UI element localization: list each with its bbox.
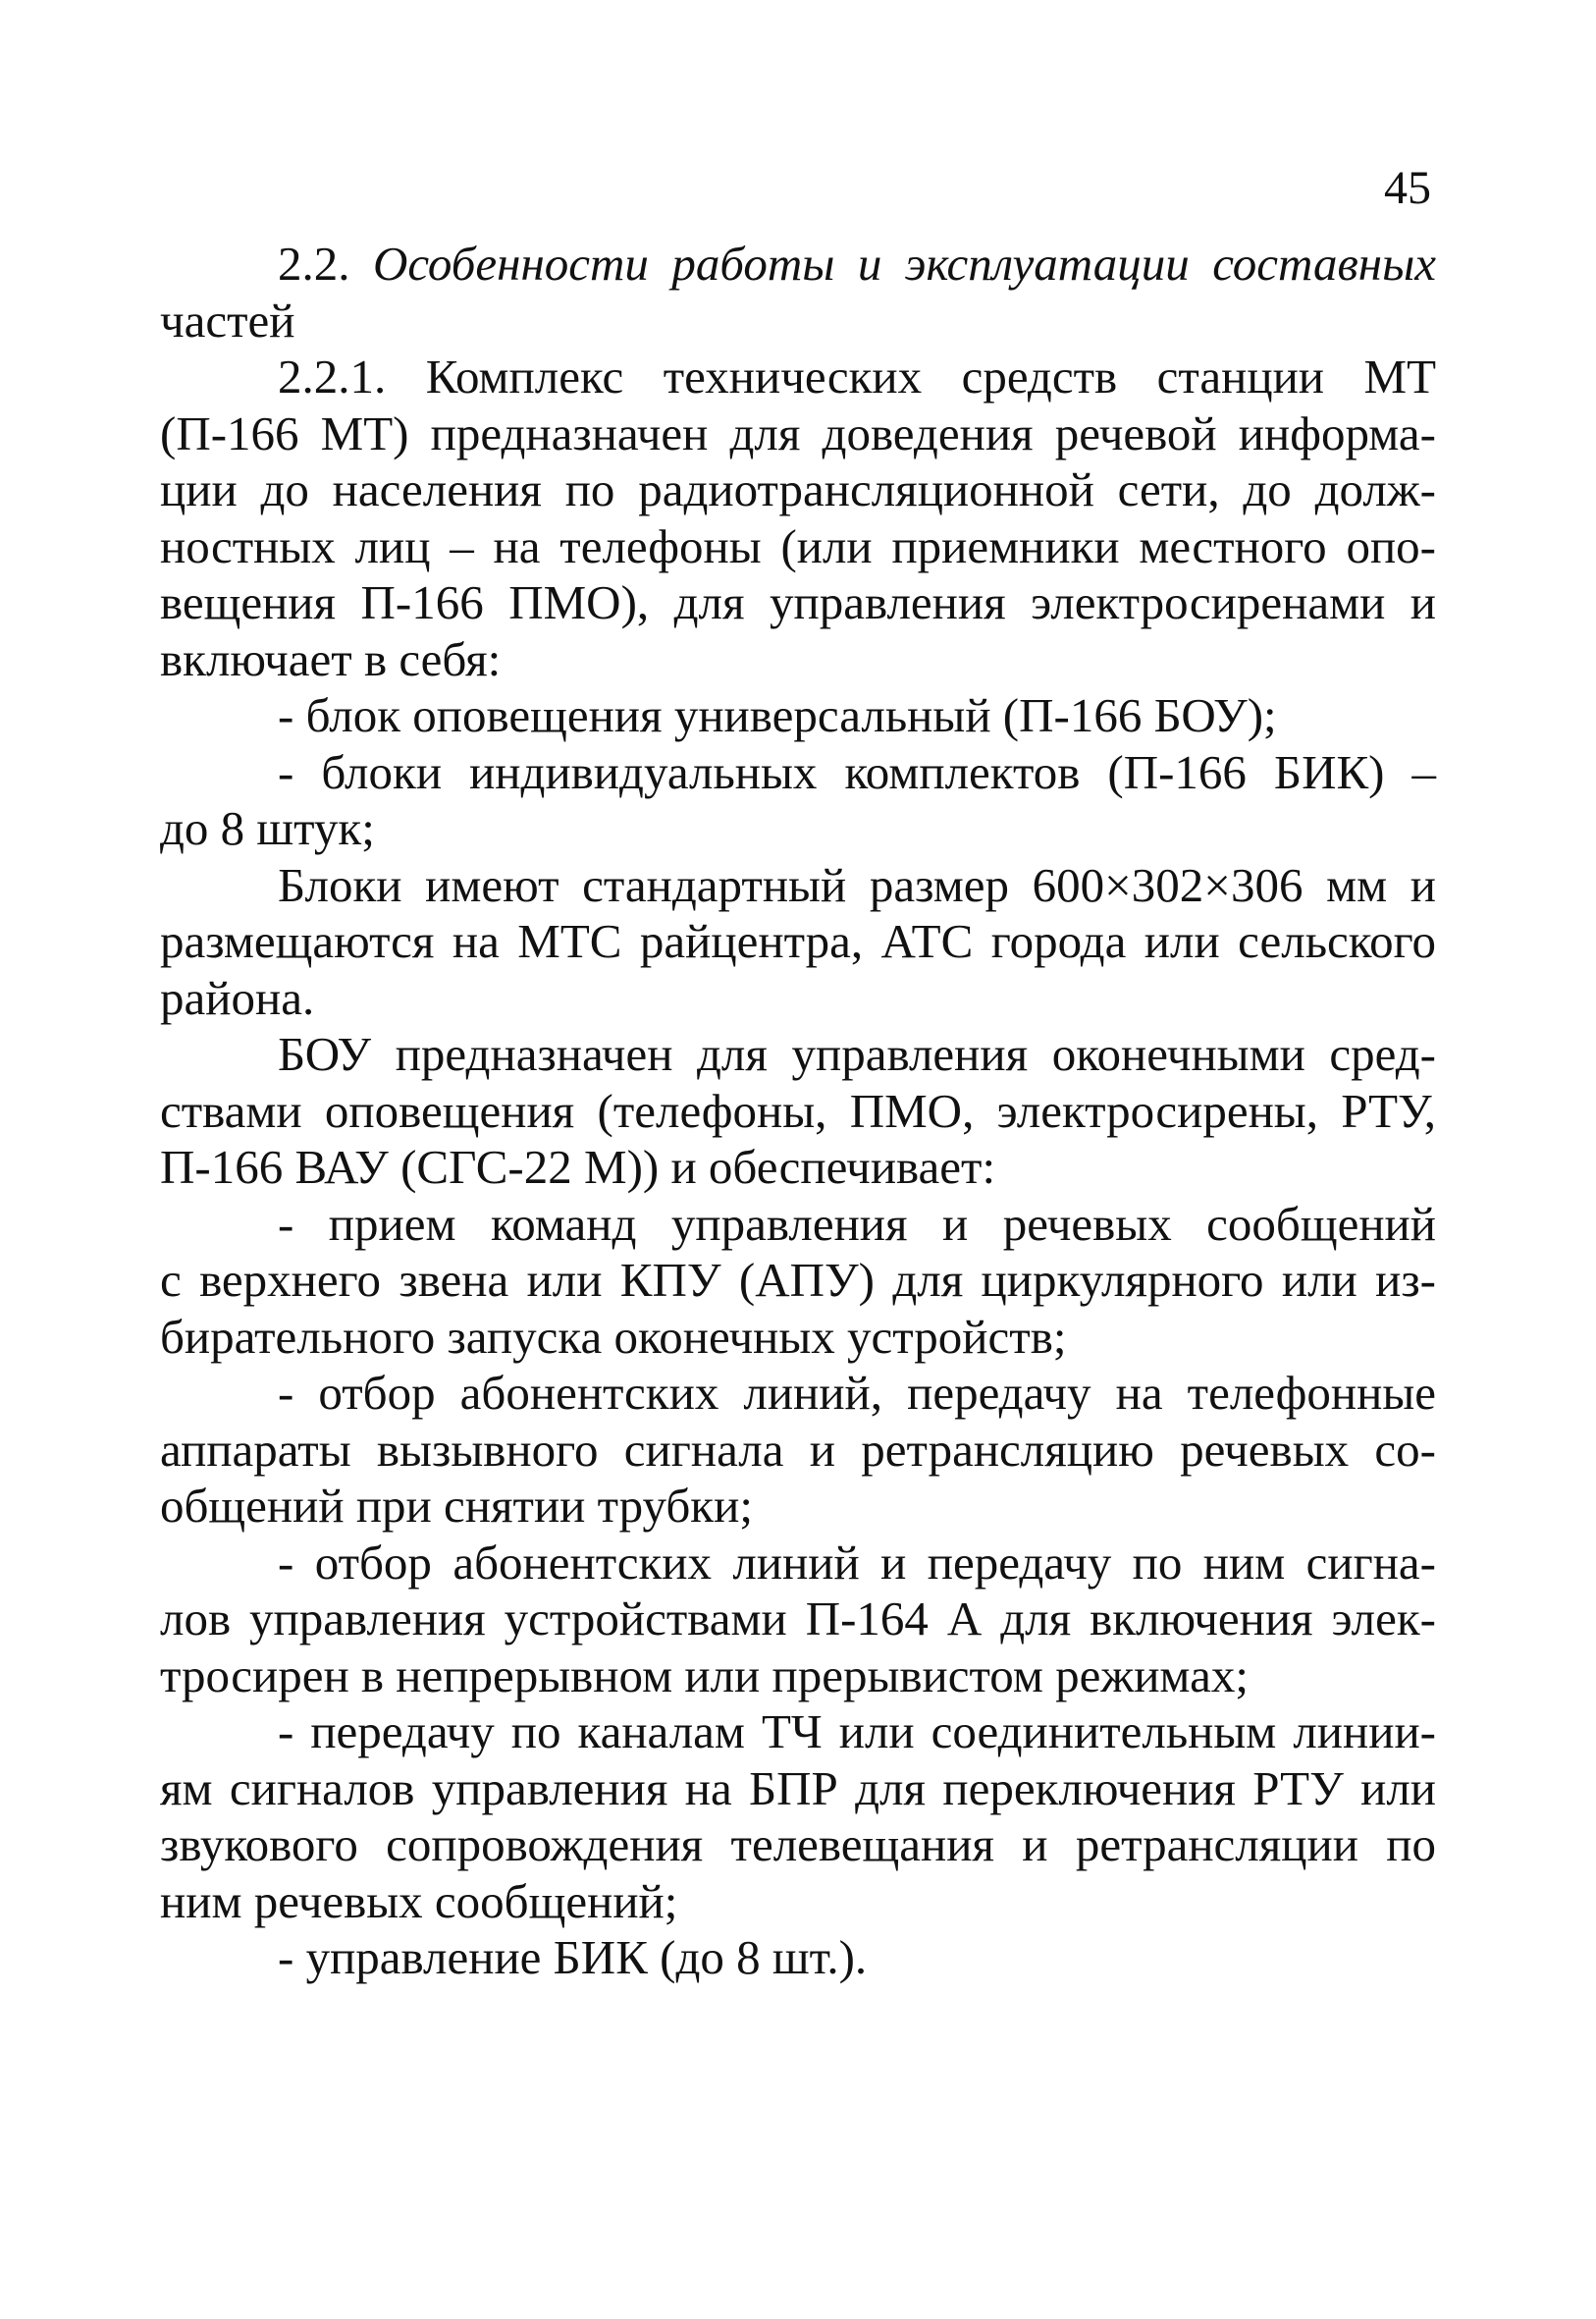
paragraph-line: ям сигналов управления на БПР для переключения РТУ или [160, 1760, 1436, 1815]
paragraph-line: ностных лиц – на телефоны (или приемники местного опо- [160, 518, 1436, 573]
list-item-line-selection-siren [160, 1535, 1436, 1704]
paragraph-line: П-166 ВАУ (СГС-22 М)) и обеспечивает: [160, 1140, 996, 1194]
list-item-bik [160, 744, 1436, 857]
paragraph-line: - передачу по каналам ТЧ или соединительным линии- [278, 1704, 1436, 1758]
paragraph-line: - отбор абонентских линий, передачу на телефонные [278, 1366, 1436, 1420]
paragraph-line: лов управления устройствами П-164 А для включения элек- [160, 1591, 1436, 1645]
paragraph-line: ции до населения по радиотрансляционной сети, до долж- [160, 462, 1436, 516]
section-title-line-2: частей [160, 293, 295, 348]
paragraph-block-size [160, 857, 1436, 1027]
paragraph-line: Блоки имеют стандартный размер 600×302×306 мм и [278, 857, 1436, 912]
paragraph-line: бирательного запуска оконечных устройств; [160, 1309, 1067, 1364]
paragraph-line: до 8 штук; [160, 801, 375, 855]
paragraph-bou-purpose [160, 1026, 1436, 1196]
paragraph-line: БОУ предназначен для управления оконечными сред- [278, 1027, 1436, 1081]
paragraph-complex-description [160, 349, 1436, 687]
paragraph-line: (П-166 МТ) предназначен для доведения речевой информа- [160, 405, 1436, 460]
paragraph-line: размещаются на МТС райцентра, АТС города или сельского [160, 914, 1436, 968]
paragraph-line: района. [160, 970, 315, 1025]
section-heading [160, 236, 1436, 349]
paragraph-line: аппараты вызывного сигнала и ретрансляцию речевых со- [160, 1422, 1436, 1477]
section-number: 2.2. [278, 237, 350, 291]
paragraph-line: с верхнего звена или КПУ (АПУ) для циркулярного или из- [160, 1253, 1436, 1307]
paragraph-line: ствами оповещения (телефоны, ПМО, электросирены, РТУ, [160, 1083, 1436, 1138]
paragraph-line: - блоки индивидуальных комплектов (П-166 БИК) – [278, 744, 1436, 799]
list-item-bik-control [160, 1929, 1436, 1986]
paragraph-line: включает в себя: [160, 631, 502, 686]
list-item-channel-transfer [160, 1703, 1436, 1929]
list-item-bou [160, 687, 1436, 744]
paragraph-line: 2.2.1. Комплекс технических средств станции МТ [278, 350, 1436, 404]
list-item-command-reception [160, 1196, 1436, 1366]
page-content [160, 236, 1436, 1986]
paragraph-line: вещения П-166 ПМО), для управления электросиренами и [160, 575, 1436, 629]
list-item-line-selection-phone [160, 1365, 1436, 1535]
paragraph-line: - управление БИК (до 8 шт.). [278, 1930, 868, 1984]
paragraph-line: - отбор абонентских линий и передачу по ним сигна- [278, 1535, 1436, 1590]
paragraph-line: - прием команд управления и речевых сообщений [278, 1196, 1436, 1251]
section-title-line-1: Особенности работы и эксплуатации составных [372, 237, 1437, 291]
paragraph-line: - блок оповещения универсальный (П-166 БОУ); [278, 688, 1277, 742]
page-number: 45 [1384, 162, 1431, 214]
paragraph-line: тросирен в непрерывном или прерывистом режимах; [160, 1647, 1249, 1702]
paragraph-line: общений при снятии трубки; [160, 1479, 753, 1533]
paragraph-line: звукового сопровождения телевещания и ретрансляции по [160, 1817, 1436, 1871]
paragraph-line: ним речевых сообщений; [160, 1873, 678, 1928]
section-heading-line-1 [160, 236, 1436, 293]
